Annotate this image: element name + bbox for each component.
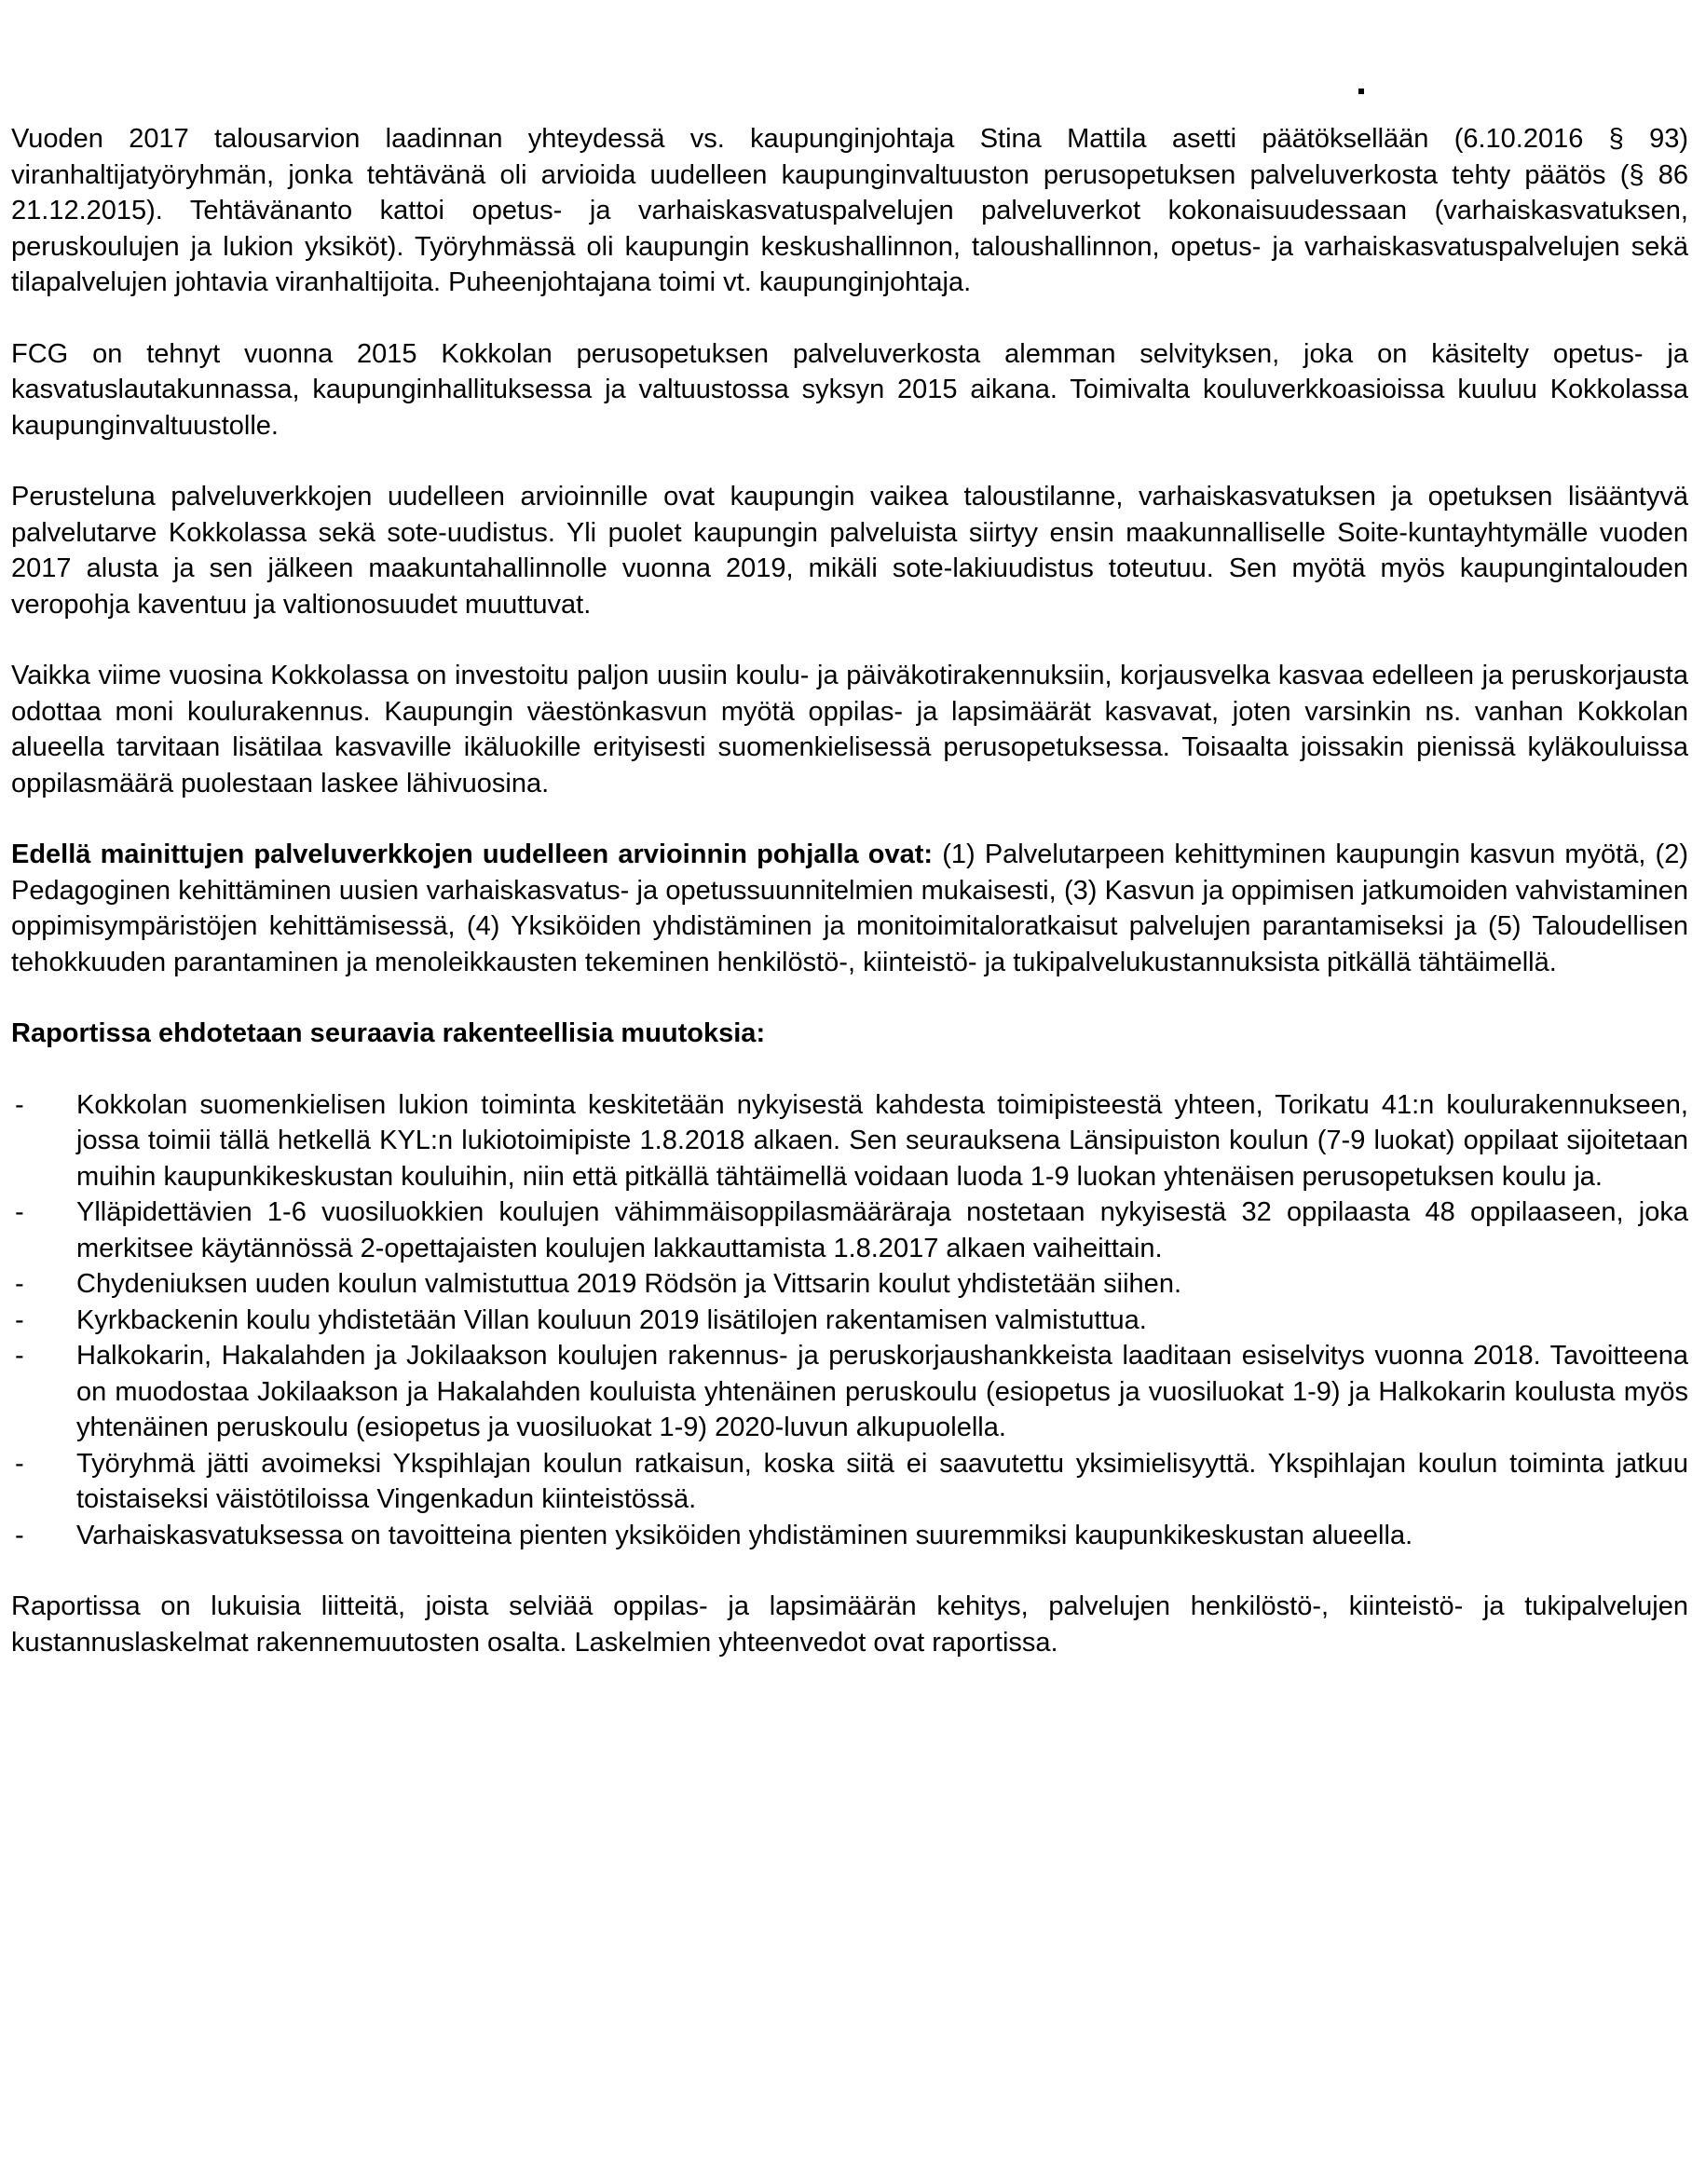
paragraph-1: Vuoden 2017 talousarvion laadinnan yhteydessä vs. kaupunginjohtaja Stina Mattila asetti päätöksellään (6.10.2016 § 93) viranhaltijatyöryhmän, jonka tehtävänä oli arvioida uudelleen kaupunginvaltuuston perusopetuksen palveluverkosta tehty päätös (§ 86 21.12.2015). Tehtävänanto kattoi opetus- ja varhaiskasvatuspalvelujen palveluverkot kokonaisuudessaan (varhaiskasvatuksen, peruskoulujen ja lukion yksiköt). Työryhmässä oli kaupungin keskushallinnon, taloushallinnon, opetus- ja varhaiskasvatuspalvelujen sekä tilapalvelujen johtavia viranhaltijoita. Puheenjohtajana toimi vt. kaupunginjohtaja.	[11, 124, 1688, 297]
list-item	[11, 1087, 1688, 1195]
list-item-text: Kokkolan suomenkielisen lukion toiminta keskitetään nykyisestä kahdesta toimipisteestä yhteen, Torikatu 41:n koulurakennukseen, jossa toimii tällä hetkellä KYL:n lukiotoimipiste 1.8.2018 alkaen. Sen seurauksena Länsipuiston koulun (7-9 luokat) oppilaat sijoitetaan muihin kaupunkikeskustan kouluihin, niin että pitkällä tähtäimellä voidaan luoda 1-9 luokan yhtenäisen perusopetuksen koulu ja.	[76, 1089, 1688, 1192]
paragraph-2: FCG on tehnyt vuonna 2015 Kokkolan perusopetuksen palveluverkosta alemman selvityksen, joka on käsitelty opetus- ja kasvatuslautakunnassa, kaupunginhallituksessa ja valtuustossa syksyn 2015 aikana. Toimivalta kouluverkkoasioissa kuuluu Kokkolassa kaupunginvaltuustolle.	[11, 338, 1688, 441]
list-item-text: Halkokarin, Hakalahden ja Jokilaakson koulujen rakennus- ja peruskorjaushankkeista laaditaan esiselvitys vuonna 2018. Tavoitteena on muodostaa Jokilaakson ja Hakalahden kouluista yhtenäinen peruskoulu (esiopetus ja vuosiluokat 1-9) ja Halkokarin koulusta myös yhtenäinen peruskoulu (esiopetus ja vuosiluokat 1-9) 2020-luvun alkupuolella.	[76, 1341, 1688, 1442]
paragraph-3: Perusteluna palveluverkkojen uudelleen arvioinnille ovat kaupungin vaikea taloustilanne, varhaiskasvatuksen ja opetuksen lisääntyvä palvelutarve Kokkolassa sekä sote-uudistus. Yli puolet kaupungin palveluista siirtyy ensin maakunnalliselle Soite-kuntayhtymälle vuoden 2017 alusta ja sen jälkeen maakuntahallinnolle vuonna 2019, mikäli sote-lakiuudistus toteutuu. Sen myötä myös kaupungintalouden veropohja kaventuu ja valtionosuudet muuttuvat.	[11, 482, 1688, 620]
paragraph-7: Raportissa on lukuisia liitteitä, joista selviää oppilas- ja lapsimäärän kehitys, palvelujen henkilöstö-, kiinteistö- ja tukipalvelujen kustannuslaskelmat rakennemuutosten osalta. Laskelmien yhteenvedot ovat raportissa.	[11, 1591, 1688, 1658]
list-item	[11, 1194, 1688, 1266]
list-intro-heading: Raportissa ehdotetaan seuraavia rakenteellisia muutoksia:	[11, 1018, 766, 1048]
bullet-dash: -	[15, 1341, 24, 1371]
bullet-dash: -	[15, 1197, 24, 1227]
list-item-text: Chydeniuksen uuden koulun valmistuttua 2019 Rödsön ja Vittsarin koulut yhdistetään siihen.	[76, 1269, 1181, 1299]
paragraph-5	[11, 837, 1688, 980]
document-body	[11, 121, 1688, 1696]
list-item	[11, 1518, 1688, 1554]
bullet-dash: -	[15, 1520, 24, 1550]
paragraph-5-text: (1) Palvelutarpeen kehittyminen kaupungin kasvun myötä, (2) Pedagoginen kehittäminen uusien varhaiskasvatus- ja opetussuunnitelmien mukaisesti, (3) Kasvun ja oppimisen jatkumoiden vahvistaminen oppimisympäristöjen kehittämisessä, (4) Yksiköiden yhdistäminen ja monitoimitaloratkaisut palvelujen parantamiseksi ja (5) Taloudellisen tehokkuuden parantaminen ja menoleikkausten tekeminen henkilöstö-, kiinteistö- ja tukipalvelukustannuksista pitkällä tähtäimellä.	[11, 839, 1689, 977]
list-item-text: Ylläpidettävien 1-6 vuosiluokkien koulujen vähimmäisoppilasmääräraja nostetaan nykyisestä 32 oppilaasta 48 oppilaaseen, joka merkitsee käytännössä 2-opettajaisten koulujen lakkauttamista 1.8.2017 alkaen vaiheittain.	[76, 1197, 1688, 1263]
bullet-dash: -	[15, 1269, 24, 1299]
paragraph-5-lead: Edellä mainittujen palveluverkkojen uudelleen arvioinnin pohjalla ovat:	[11, 839, 934, 869]
paragraph-4: Vaikka viime vuosina Kokkolassa on investoitu paljon uusiin koulu- ja päiväkotirakennuksiin, korjausvelka kasvaa edelleen ja peruskorjausta odottaa moni koulurakennus. Kaupungin väestönkasvun myötä oppilas- ja lapsimäärät kasvavat, joten varsinkin ns. vanhan Kokkolan alueella tarvitaan lisätilaa kasvaville ikäluokille erityisesti suomenkielisessä perusopetuksessa. Toisaalta joissakin pienissä kyläkouluissa oppilasmäärä puolestaan laskee lähivuosina.	[11, 661, 1688, 799]
list-item	[11, 1266, 1688, 1303]
bullet-dash: -	[15, 1089, 24, 1120]
bullet-dash: -	[15, 1448, 24, 1479]
list-item	[11, 1446, 1688, 1518]
proposals-list	[11, 1087, 1688, 1554]
list-item-text: Kyrkbackenin koulu yhdistetään Villan kouluun 2019 lisätilojen rakentamisen valmistuttua.	[76, 1304, 1147, 1335]
bullet-dash: -	[15, 1304, 24, 1335]
list-item	[11, 1303, 1688, 1339]
document-page	[11, 0, 1688, 2184]
list-item-text: Työryhmä jätti avoimeksi Ykspihlajan koulun ratkaisun, koska siitä ei saavutettu yksimielisyyttä. Ykspihlajan koulun toiminta jatkuu toistaiseksi väistötiloissa Vingenkadun kiinteistössä.	[76, 1448, 1688, 1514]
list-item	[11, 1338, 1688, 1446]
paragraph-6	[11, 1016, 1688, 1052]
list-item-text: Varhaiskasvatuksessa on tavoitteina pienten yksiköiden yhdistäminen suuremmiksi kaupunkikeskustan alueella.	[76, 1520, 1413, 1550]
scan-dot-mark	[1358, 89, 1364, 94]
